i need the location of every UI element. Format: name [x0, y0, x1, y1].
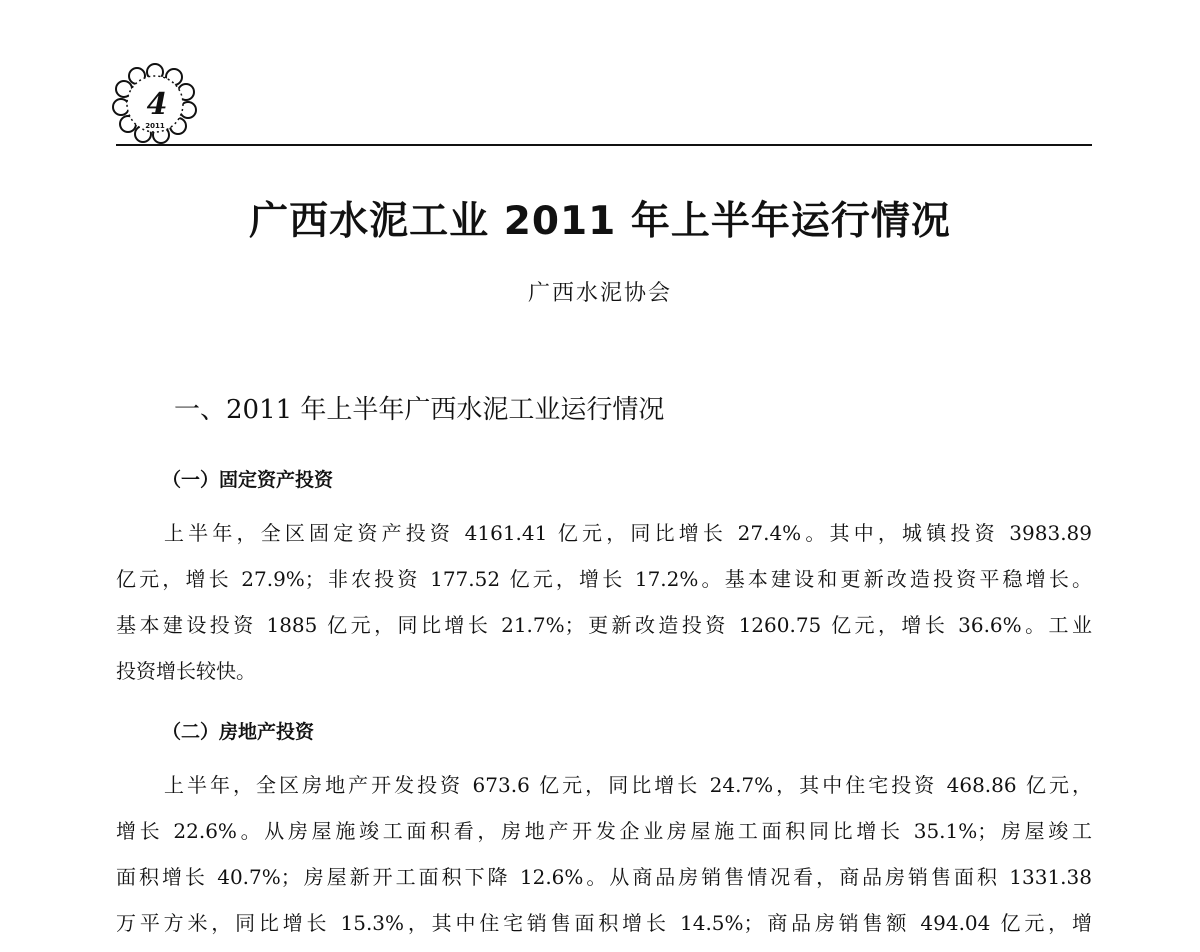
header-rule [116, 144, 1092, 146]
logo-year: 2011 [145, 122, 165, 130]
article-title: 广西水泥工业 2011 年上半年运行情况 [249, 199, 951, 244]
paragraph-line: 基本建设投资 1885 亿元，同比增长 21.7%；更新改造投资 1260.75 亿元，增长 36.6%。工业 [116, 613, 1092, 637]
paragraph-real-estate-investment [116, 762, 1092, 946]
article-author: 广西水泥协会 [527, 281, 672, 306]
paragraph-line: 亿元，增长 27.9%；非农投资 177.52 亿元，增长 17.2%。基本建设和更新改造投资平稳增长。 [116, 567, 1092, 591]
section-heading: 一、2011 年上半年广西水泥工业运行情况 [174, 395, 665, 425]
logo-number: 4 [146, 87, 168, 122]
paragraph-line: 上半年，全区房地产开发投资 673.6 亿元，同比增长 24.7%，其中住宅投资 468.86 亿元， [164, 773, 1092, 797]
paragraph-line: 万平方米，同比增长 15.3%，其中住宅销售面积增长 14.5%；商品房销售额 494.04 亿元，增 [116, 911, 1092, 935]
paragraph-line: 增长 22.6%。从房屋施竣工面积看，房地产开发企业房屋施工面积同比增长 35.1%；房屋竣工 [116, 819, 1092, 843]
paragraph-line: 上半年，全区固定资产投资 4161.41 亿元，同比增长 27.4%。其中，城镇投资 3983.89 [164, 521, 1092, 545]
paragraph-fixed-asset-investment [116, 510, 1092, 694]
paragraph-line: 投资增长较快。 [116, 659, 256, 683]
subsection-heading-fixed-asset-investment: （一）固定资产投资 [162, 469, 334, 491]
flower-emblem-icon [112, 62, 198, 144]
subsection-heading-real-estate-investment: （二）房地产投资 [162, 721, 315, 743]
paragraph-line: 面积增长 40.7%；房屋新开工面积下降 12.6%。从商品房销售情况看，商品房销售面积 1331.38 [116, 865, 1092, 889]
